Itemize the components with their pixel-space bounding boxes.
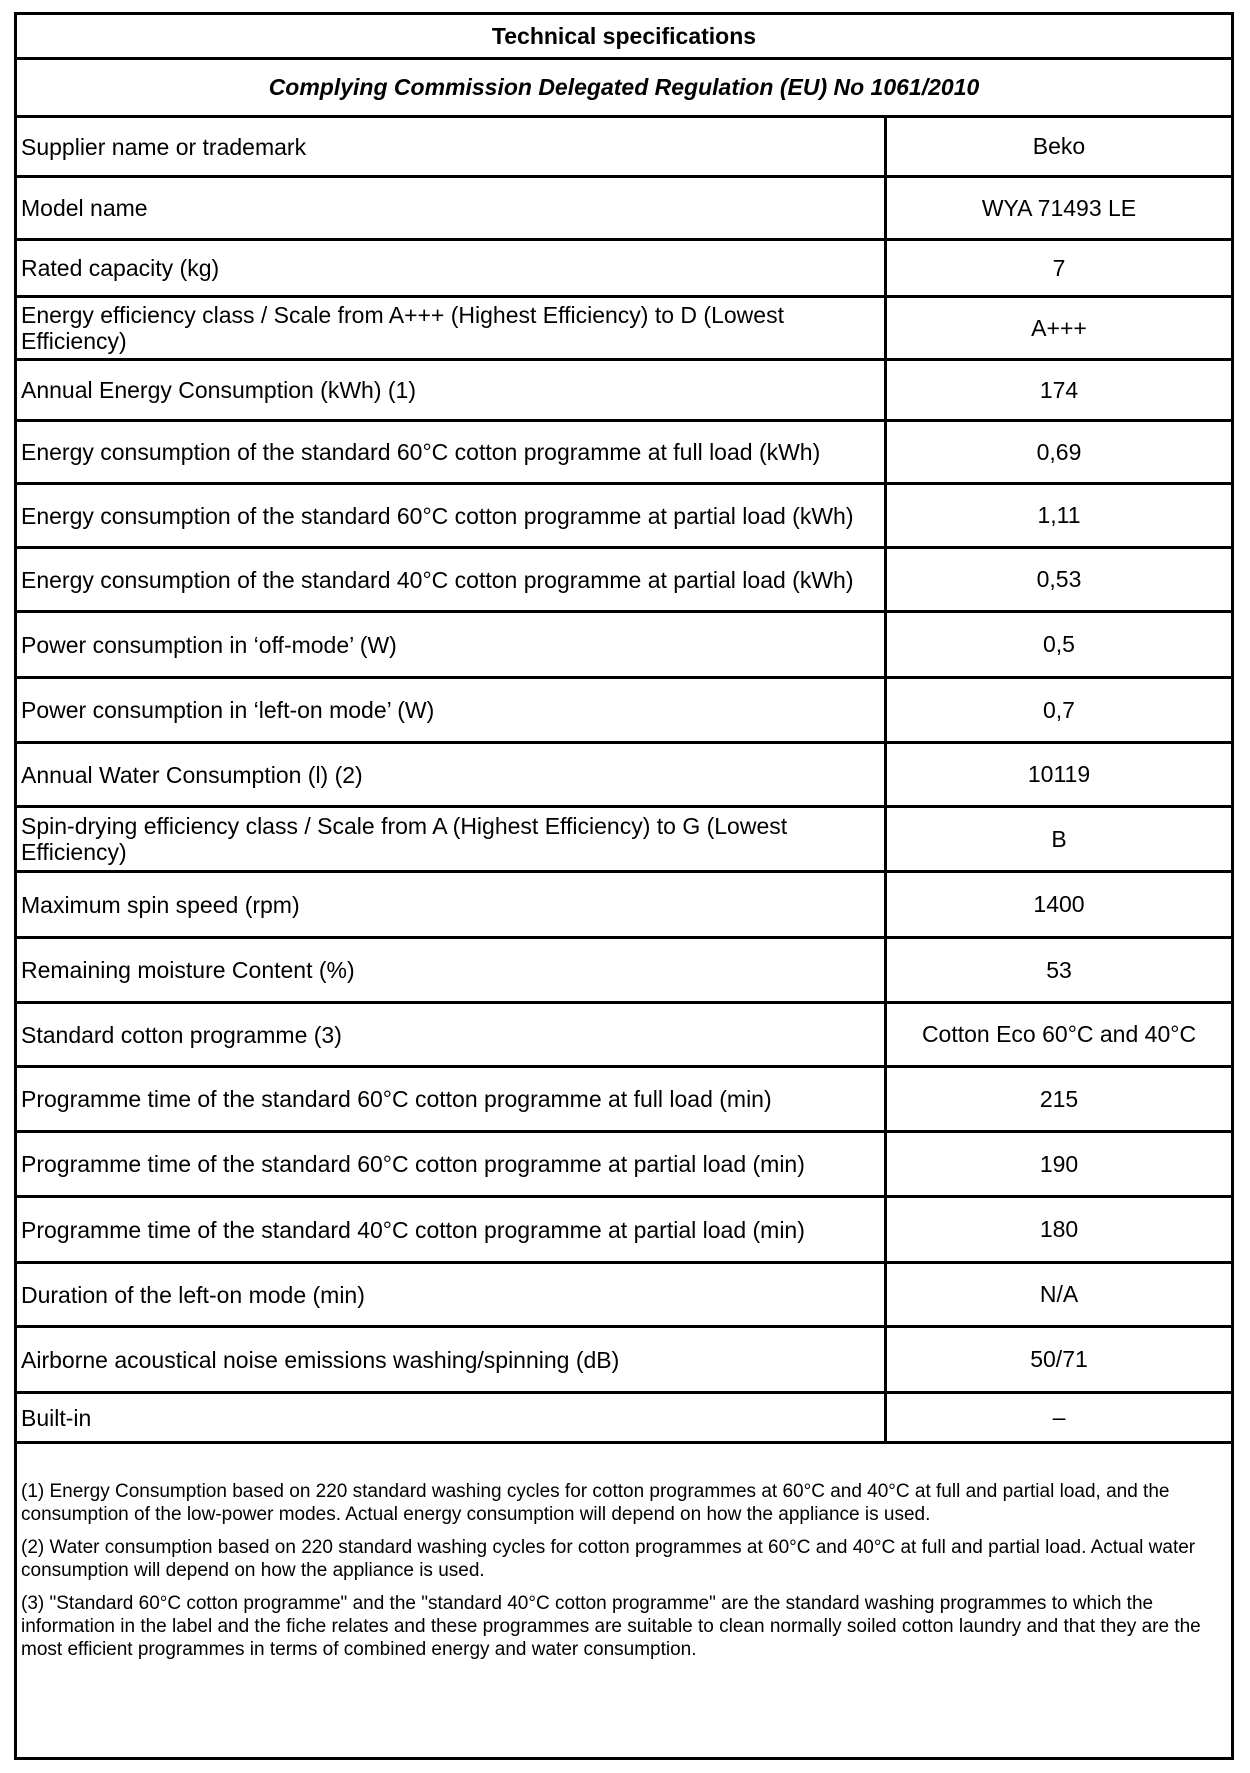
spec-row [17,485,1231,549]
spec-row [17,178,1231,241]
spec-value: 10119 [1027,761,1091,787]
spec-value: 7 [1052,254,1066,281]
spec-label: Energy efficiency class / Scale from A+++ (Highest Efficiency) to D (Lowest Efficiency) [17,298,887,358]
spec-label: Rated capacity (kg) [17,241,887,295]
spec-row [17,873,1231,939]
spec-label: Maximum spin speed (rpm) [17,873,887,936]
table-title: Technical specifications [17,15,1231,60]
spec-row [17,422,1231,485]
spec-row [17,361,1231,422]
spec-label: Supplier name or trademark [17,118,887,175]
spec-value: 1400 [1033,891,1085,917]
spec-label: Energy consumption of the standard 40°C cotton programme at partial load (kWh) [17,549,887,610]
spec-label: Annual Energy Consumption (kWh) (1) [17,361,887,419]
spec-value: WYA 71493 LE [981,194,1137,221]
spec-value: 50/71 [1030,1346,1088,1372]
spec-label: Model name [17,178,887,238]
footnote: (1) Energy Consumption based on 220 standard washing cycles for cotton programmes at 60°C and 40°C at full and partial load, and the consumption of the low-power modes. Actual energy consumption will depend on how the appliance is used. [21,1481,1170,1525]
spec-value: 0,5 [1043,631,1075,657]
spec-row [17,1394,1231,1444]
spec-label: Standard cotton programme (3) [17,1004,887,1065]
spec-label: Programme time of the standard 60°C cotton programme at partial load (min) [17,1133,887,1195]
spec-row [17,1133,1231,1198]
spec-label: Power consumption in ‘off-mode’ (W) [17,613,887,676]
spec-value: – [1052,1404,1066,1430]
footnote: (3) "Standard 60°C cotton programme" and the "standard 40°C cotton programme" are the standard washing programmes to which the information in the label and the fiche relates and these programmes are suitable to clean normally soiled cotton laundry and that they are the most efficient programmes in terms of combined energy and water consumption. [21,1593,1201,1660]
spec-value: A+++ [1031,314,1087,341]
spec-row [17,241,1231,298]
spec-row [17,118,1231,178]
spec-label: Airborne acoustical noise emissions washing/spinning (dB) [17,1328,887,1391]
spec-value: 53 [1046,956,1072,983]
footnote: (2) Water consumption based on 220 standard washing cycles for cotton programmes at 60°C and 40°C at full and partial load. Actual water consumption will depend on how the appliance is used. [21,1537,1196,1581]
spec-value: Beko [1032,133,1086,159]
spec-value: 215 [1039,1085,1079,1112]
spec-row [17,1328,1231,1394]
spec-label: Spin-drying efficiency class / Scale from A (Highest Efficiency) to G (Lowest Efficiency) [17,808,887,870]
spec-label: Programme time of the standard 40°C cotton programme at partial load (min) [17,1198,887,1261]
spec-label: Energy consumption of the standard 60°C cotton programme at partial load (kWh) [17,485,887,546]
spec-value: B [1051,825,1067,852]
spec-row [17,744,1231,808]
spec-label: Energy consumption of the standard 60°C cotton programme at full load (kWh) [17,422,887,482]
spec-row [17,679,1231,744]
spec-value: 180 [1039,1216,1079,1242]
spec-value: N/A [1039,1281,1079,1307]
spec-row [17,613,1231,679]
spec-value: Cotton Eco 60°C and 40°C [921,1021,1197,1047]
spec-value: 190 [1039,1150,1079,1177]
spec-label: Built-in [17,1394,887,1441]
spec-row [17,808,1231,873]
spec-value: 1,11 [1037,502,1081,528]
spec-row [17,1068,1231,1133]
spec-row [17,939,1231,1004]
spec-value: 0,69 [1036,438,1082,465]
spec-row [17,1198,1231,1264]
spec-value: 0,7 [1043,696,1075,723]
spec-label: Duration of the left-on mode (min) [17,1264,887,1325]
spec-row [17,1004,1231,1068]
spec-sheet [14,12,1234,1760]
spec-row [17,549,1231,613]
spec-label: Programme time of the standard 60°C cotton programme at full load (min) [17,1068,887,1130]
spec-label: Power consumption in ‘left-on mode’ (W) [17,679,887,741]
footnotes [17,1480,1231,1671]
spec-label: Annual Water Consumption (l) (2) [17,744,887,805]
spec-row [17,298,1231,361]
spec-row [17,1264,1231,1328]
table-subtitle: Complying Commission Delegated Regulation (EU) No 1061/2010 [17,60,1231,118]
spec-label: Remaining moisture Content (%) [17,939,887,1001]
spec-value: 174 [1039,376,1079,403]
spec-value: 0,53 [1036,566,1082,592]
